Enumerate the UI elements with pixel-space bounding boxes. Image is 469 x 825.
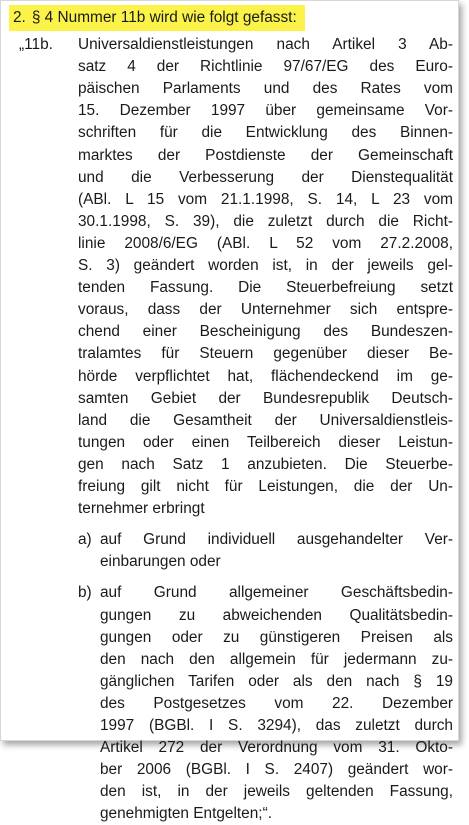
paragraph-line: tralamtes für Steuern gegenüber dieser Be- [78, 345, 453, 363]
paragraph-line: land die Gesamtheit der Universaldienstleis- [78, 411, 453, 429]
paragraph-line: chend einer Bescheinigung des Bundeszen- [78, 323, 453, 341]
paragraph-line: schriften für die Entwicklung des Binnen- [78, 124, 453, 142]
list-item-line: gungen oder zu günstigeren Preisen als [100, 628, 453, 646]
list-item-label: a) [78, 531, 92, 549]
list-item-line: Artikel 272 der Verordnung vom 31. Okto- [100, 739, 453, 757]
paragraph-line: hörde verpflichtet hat, flächendeckend im ge- [78, 367, 453, 385]
paragraph-line: samten Gebiet der Bundesrepublik Deutsch- [78, 389, 453, 407]
list-item-line: auf Grund individuell ausgehandelter Ver- [100, 531, 453, 549]
paragraph-line: freiung gilt nicht für Leistungen, die der Un- [78, 478, 453, 495]
list-item-line: ber 2006 (BGBl. I S. 2407) geändert wor- [100, 761, 453, 779]
paragraph-line: ternehmer erbringt [78, 500, 205, 518]
paragraph-line: (ABl. L 15 vom 21.1.1998, S. 14, L 23 vom [78, 190, 453, 208]
paragraph-line: marktes der Postdienste der Gemeinschaft [78, 146, 453, 164]
list-item-line: gungen zu abweichenden Qualitätsbedin- [100, 606, 453, 624]
paragraph-line: S. 3) geändert worden ist, in der jeweils gel- [78, 257, 453, 274]
paragraph-line: tenden Fassung. Die Steuerbefreiung setzt [78, 279, 453, 297]
list-item-line: genehmigten Entgelten;“. [100, 805, 272, 823]
paragraph-line: 30.1.1998, S. 39), die zuletzt durch die Richt- [78, 212, 453, 230]
paragraph-line: tungen oder einen Teilbereich dieser Leistun- [78, 433, 453, 451]
amendment-heading [9, 5, 305, 31]
paragraph-line: satz 4 der Richtlinie 97/67/EG des Euro- [78, 58, 453, 76]
amendment-number: 2. [13, 9, 26, 26]
paragraph-label: „11b. [19, 36, 53, 53]
list-item-line: gänglichen Tarifen oder als den nach § 19 [100, 672, 453, 690]
list-item-line: auf Grund allgemeiner Geschäftsbedin- [100, 584, 453, 602]
list-item-line: des Postgesetzes vom 22. Dezember [100, 694, 453, 712]
paragraph-line: linie 2008/6/EG (ABl. L 52 vom 27.2.2008, [78, 234, 453, 252]
list-item-line: einbarungen oder [100, 553, 221, 571]
paragraph-line: und die Verbesserung der Dienstequalität [78, 168, 453, 186]
paragraph-line: gen nach Satz 1 anzubieten. Die Steuerbe- [78, 455, 453, 473]
list-item-line: den nach den allgemein für jedermann zu- [100, 650, 453, 668]
paragraph-line: Universaldienstleistungen nach Artikel 3 Ab- [78, 36, 453, 53]
list-item-label: b) [78, 584, 92, 602]
list-item-line: den ist, in der jeweils geltenden Fassung, [100, 783, 453, 801]
paragraph-line: päischen Parlaments und des Rates vom [78, 80, 453, 98]
amendment-heading-text: § 4 Nummer 11b wird wie folgt gefasst: [31, 9, 297, 26]
paragraph-line: voraus, dass der Unternehmer sich entspre- [78, 301, 453, 319]
paragraph-line: 15. Dezember 1997 über gemeinsame Vor- [78, 102, 453, 120]
list-item-line: 1997 (BGBl. I S. 3294), das zuletzt durch [100, 717, 453, 734]
